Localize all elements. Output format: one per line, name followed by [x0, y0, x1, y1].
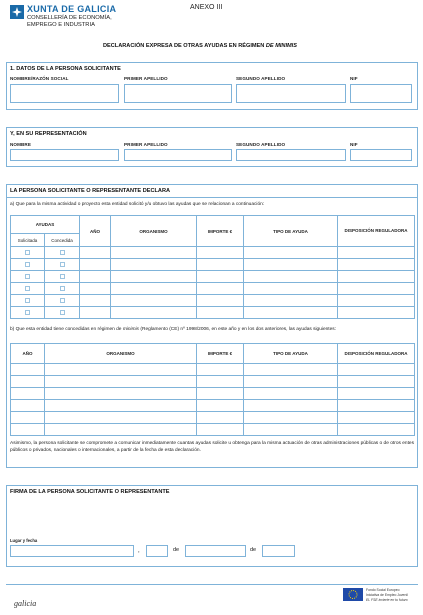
cell[interactable] — [338, 376, 415, 388]
day-field[interactable] — [146, 545, 168, 557]
rep-name-field[interactable] — [10, 149, 119, 161]
checkbox-granted[interactable] — [45, 283, 80, 295]
month-field[interactable] — [185, 545, 246, 557]
cell[interactable] — [338, 388, 415, 400]
cell[interactable] — [244, 259, 338, 271]
rep-nif-field[interactable] — [350, 149, 412, 161]
cell[interactable] — [244, 247, 338, 259]
cell[interactable] — [111, 259, 197, 271]
eu-flag-icon — [343, 588, 363, 601]
label-name: NOMBRE/RAZÓN SOCIAL — [10, 76, 69, 81]
place-field[interactable] — [10, 545, 134, 557]
rep-surname1-field[interactable] — [124, 149, 232, 161]
nif-field[interactable] — [350, 84, 412, 103]
de-label-1: de — [173, 547, 180, 553]
cell[interactable] — [244, 295, 338, 307]
th-organism-b: ORGANISMO — [45, 344, 197, 364]
table-row — [11, 412, 415, 424]
place-date-label: Lugar y fecha — [10, 538, 38, 543]
th-aid-type-b: TIPO DE AYUDA — [244, 344, 338, 364]
table-row — [11, 283, 415, 295]
cell[interactable] — [111, 295, 197, 307]
label-surname2: SEGUNDO APELLIDO — [236, 76, 286, 81]
table-row — [11, 307, 415, 319]
label-surname1: PRIMER APELLIDO — [124, 76, 168, 81]
footer-divider — [6, 584, 418, 585]
cell[interactable] — [11, 364, 45, 376]
cell[interactable] — [80, 307, 111, 319]
cell[interactable] — [111, 271, 197, 283]
th-granted: Concedida — [45, 234, 80, 247]
paragraph-b — [10, 326, 414, 333]
checkbox-granted[interactable] — [45, 259, 80, 271]
surname1-field[interactable] — [124, 84, 232, 103]
para-b-em: minimis — [122, 327, 140, 332]
annex-label: ANEXO III — [190, 4, 223, 11]
cell[interactable] — [244, 364, 338, 376]
section-representative — [6, 127, 418, 167]
cell[interactable] — [338, 400, 415, 412]
cell[interactable] — [244, 376, 338, 388]
title-em: DE MINIMIS — [265, 43, 297, 49]
cell[interactable] — [45, 364, 197, 376]
cell[interactable] — [197, 247, 244, 259]
year-field[interactable] — [262, 545, 295, 557]
table-row — [11, 259, 415, 271]
cell[interactable] — [338, 271, 415, 283]
cell[interactable] — [244, 307, 338, 319]
checkbox-granted[interactable] — [45, 271, 80, 283]
rep-label-name: NOMBRE — [10, 142, 32, 147]
cell[interactable] — [338, 283, 415, 295]
dept-line-2: EMPREGO E INDUSTRIA — [27, 22, 95, 28]
rep-label-nif: NIF — [350, 142, 358, 147]
th-requested: Solicitada — [11, 234, 45, 247]
section1-title: 1. DATOS DE LA PERSONA SOLICITANTE — [10, 66, 121, 72]
cell[interactable] — [197, 283, 244, 295]
org-name: XUNTA DE GALICIA — [27, 4, 117, 14]
cell[interactable] — [244, 412, 338, 424]
cell[interactable] — [111, 307, 197, 319]
cell[interactable] — [338, 364, 415, 376]
cell[interactable] — [197, 364, 244, 376]
dept-line-1: CONSELLERÍA DE ECONOMÍA, — [27, 15, 112, 21]
cell[interactable] — [197, 412, 244, 424]
cell[interactable] — [80, 295, 111, 307]
cell[interactable] — [338, 295, 415, 307]
galicia-logo-text: galicia — [14, 599, 37, 608]
name-field[interactable] — [10, 84, 119, 103]
th-amount-b: IMPORTE € — [197, 344, 244, 364]
paragraph-a: a) Que para la misma actividad o proyecto esta entidad solicitó y/u obtuvo las ayudas que se relacionan a continuación: — [10, 202, 265, 207]
th-amount-a: IMPORTE € — [197, 216, 244, 247]
th-year-b: AÑO — [11, 344, 45, 364]
cell[interactable] — [338, 424, 415, 436]
table-row — [11, 271, 415, 283]
section-declaration — [6, 184, 418, 468]
xunta-logo-icon — [10, 5, 24, 19]
cell[interactable] — [197, 307, 244, 319]
checkbox-requested[interactable] — [11, 271, 45, 283]
cell[interactable] — [11, 424, 45, 436]
eu-fund-line1: Fondo Social Europeo — [366, 588, 400, 592]
th-regulation-a: DISPOSICIÓN REGULADORA — [338, 216, 415, 247]
cell[interactable] — [338, 259, 415, 271]
cell[interactable] — [244, 424, 338, 436]
cell[interactable] — [45, 388, 197, 400]
section2-title: Y, EN SU REPRESENTACIÓN — [10, 131, 87, 137]
section-applicant — [6, 62, 418, 110]
section3-title: LA PERSONA SOLICITANTE O REPRESENTANTE DECLARA — [10, 188, 171, 194]
table-row — [11, 388, 415, 400]
cell[interactable] — [197, 295, 244, 307]
th-regulation-b: DISPOSICIÓN REGULADORA — [338, 344, 415, 364]
comma-separator: , — [138, 548, 140, 554]
rep-label-surname2: SEGUNDO APELLIDO — [236, 142, 286, 147]
galicia-logo — [14, 593, 36, 611]
cell[interactable] — [11, 376, 45, 388]
cell[interactable] — [111, 247, 197, 259]
checkbox-requested[interactable] — [11, 259, 45, 271]
cell[interactable] — [45, 424, 197, 436]
th-organism-a: ORGANISMO — [111, 216, 197, 247]
cell[interactable] — [11, 412, 45, 424]
cell[interactable] — [197, 400, 244, 412]
surname2-field[interactable] — [236, 84, 346, 103]
cell[interactable] — [11, 388, 45, 400]
cell[interactable] — [197, 271, 244, 283]
checkbox-granted[interactable] — [45, 295, 80, 307]
cell[interactable] — [80, 271, 111, 283]
checkbox-requested[interactable] — [11, 247, 45, 259]
cell[interactable] — [80, 259, 111, 271]
cell[interactable] — [45, 412, 197, 424]
cell[interactable] — [338, 412, 415, 424]
cell[interactable] — [197, 376, 244, 388]
para-b-part2: (Reglamento (CE) nº 1998/2006, en este año y en los dos anteriores, las ayudas siguientes: — [139, 327, 337, 332]
section4-title: FIRMA DE LA PERSONA SOLICITANTE O REPRESENTANTE — [10, 489, 170, 495]
cell[interactable] — [197, 388, 244, 400]
page-title — [103, 43, 297, 49]
aid-table-b — [10, 343, 415, 436]
aid-table-a — [10, 215, 415, 319]
cell[interactable] — [80, 247, 111, 259]
eu-fund-line3: EL FSE invierte en tu futuro — [366, 598, 408, 602]
rep-surname2-field[interactable] — [236, 149, 346, 161]
table-row — [11, 364, 415, 376]
cell[interactable] — [111, 283, 197, 295]
para-b-part1: b) Que esta entidad tiene concedidas en régimen de — [10, 327, 123, 332]
table-row — [11, 295, 415, 307]
cell[interactable] — [244, 271, 338, 283]
cell[interactable] — [11, 400, 45, 412]
label-nif: NIF — [350, 76, 358, 81]
cell[interactable] — [45, 376, 197, 388]
rep-label-surname1: PRIMER APELLIDO — [124, 142, 168, 147]
table-row — [11, 376, 415, 388]
section3-divider — [7, 197, 417, 198]
title-main: DECLARACIÓN EXPRESA DE OTRAS AYUDAS EN RÉGIMEN — [103, 43, 266, 49]
checkbox-requested[interactable] — [11, 283, 45, 295]
eu-fund-line2: Iniciativa de Empleo Juvenil — [366, 593, 408, 597]
th-year-a: AÑO — [80, 216, 111, 247]
closing-commitment: Asimismo, la persona solicitante se compromete a comunicar inmediatamente cuantas ayudas solicite u obtenga para la misma actuación de otras administraciones públicas o de otros entes públicos o privados, nacionales o internacionales, a partir de la fecha de esta declaración. — [10, 441, 414, 453]
cell[interactable] — [338, 247, 415, 259]
cell[interactable] — [80, 283, 111, 295]
table-row — [11, 424, 415, 436]
table-row — [11, 400, 415, 412]
cell[interactable] — [338, 307, 415, 319]
th-ayudas: AYUDAS — [11, 216, 80, 234]
checkbox-requested[interactable] — [11, 295, 45, 307]
section-signature — [6, 485, 418, 567]
cell[interactable] — [45, 400, 197, 412]
cell[interactable] — [244, 400, 338, 412]
cell[interactable] — [244, 283, 338, 295]
checkbox-granted[interactable] — [45, 307, 80, 319]
checkbox-requested[interactable] — [11, 307, 45, 319]
cell[interactable] — [197, 424, 244, 436]
de-label-2: de — [250, 547, 257, 553]
checkbox-granted[interactable] — [45, 247, 80, 259]
th-aid-type-a: TIPO DE AYUDA — [244, 216, 338, 247]
cell[interactable] — [197, 259, 244, 271]
cell[interactable] — [244, 388, 338, 400]
table-row — [11, 247, 415, 259]
